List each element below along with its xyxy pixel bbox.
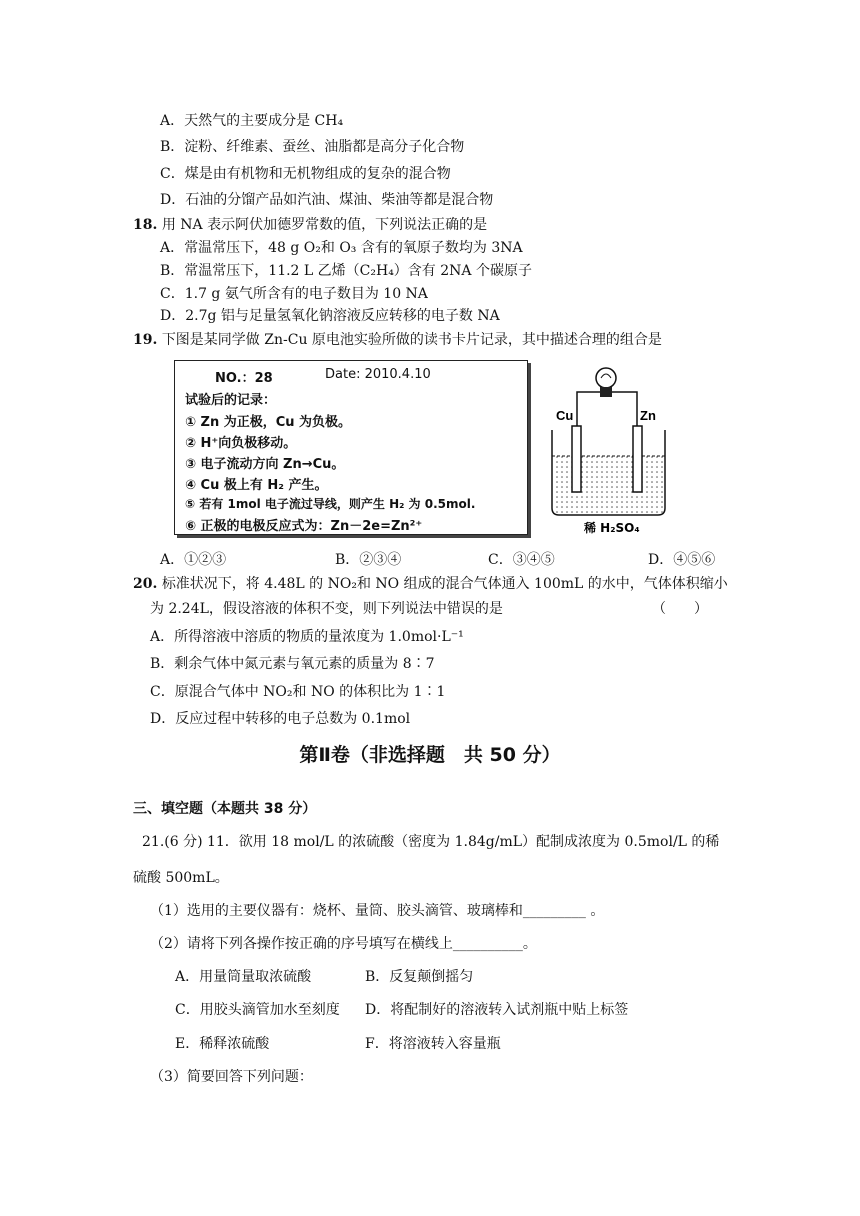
q20-option-a: A．所得溶液中溶质的物质的量浓度为 1.0mol·L⁻¹ bbox=[150, 629, 464, 645]
q17-option-d: D．石油的分馏产品如汽油、煤油、柴油等都是混合物 bbox=[160, 192, 494, 208]
cu-electrode bbox=[572, 426, 581, 492]
card-number: NO.：28 bbox=[215, 371, 273, 386]
card-item-5: ⑤ 若有 1mol 电子流过导线，则产生 H₂ 为 0.5mol. bbox=[185, 497, 476, 511]
q20-number: 20. bbox=[133, 576, 158, 592]
q18-number: 18. bbox=[133, 217, 158, 233]
q20-option-d: D．反应过程中转移的电子总数为 0.1mol bbox=[150, 711, 411, 727]
q17-option-a: A．天然气的主要成分是 CH₄ bbox=[160, 113, 344, 129]
bulb-base bbox=[600, 387, 612, 397]
card-title: 试验后的记录： bbox=[185, 393, 277, 408]
q18-option-c: C．1.7 g 氨气所含有的电子数目为 10 NA bbox=[160, 286, 428, 302]
q19-number: 19. bbox=[133, 332, 158, 348]
card-item-4: ④ Cu 极上有 H₂ 产生。 bbox=[185, 478, 328, 493]
q21-line2: 硫酸 500mL。 bbox=[133, 870, 229, 886]
q20-stem-line1 bbox=[133, 575, 728, 593]
q18-option-a: A．常温常压下，48 g O₂和 O₃ 含有的氧原子数均为 3NA bbox=[160, 240, 523, 256]
card-item-2: ② H⁺向负极移动。 bbox=[185, 436, 297, 451]
reading-card bbox=[174, 360, 528, 535]
q17-option-b: B．淀粉、纤维素、蚕丝、油脂都是高分子化合物 bbox=[160, 139, 465, 155]
q18-stem-line bbox=[133, 216, 487, 234]
section3-title: 三、填空题（本题共 38 分） bbox=[133, 801, 317, 817]
galvanic-cell-diagram bbox=[540, 360, 680, 540]
q19-option-b: B．②③④ bbox=[335, 552, 402, 568]
q20-answer-bracket: （ ） bbox=[652, 601, 708, 617]
card-item-3: ③ 电子流动方向 Zn→Cu。 bbox=[185, 457, 345, 472]
q18-option-d: D．2.7g 铝与足量氢氧化钠溶液反应转移的电子数 NA bbox=[160, 308, 500, 324]
q21-op-c: C．用胶头滴管加水至刻度 bbox=[175, 1002, 340, 1018]
q20-stem-2: 为 2.24L，假设溶液的体积不变，则下列说法中错误的是 bbox=[150, 601, 503, 617]
q17-option-c: C．煤是由有机物和无机物组成的复杂的混合物 bbox=[160, 166, 451, 182]
card-date: Date: 2010.4.10 bbox=[325, 367, 431, 382]
q18-option-b: B．常温常压下，11.2 L 乙烯（C₂H₄）含有 2NA 个碳原子 bbox=[160, 263, 532, 279]
bulb-icon bbox=[596, 368, 616, 388]
acid-solution bbox=[553, 456, 664, 514]
solution-label: 稀 H₂SO₄ bbox=[584, 521, 640, 535]
q21-op-f: F．将溶液转入容量瓶 bbox=[365, 1036, 501, 1052]
q20-option-c: C．原混合气体中 NO₂和 NO 的体积比为 1∶1 bbox=[150, 684, 446, 700]
q21-sub3: （3）简要回答下列问题： bbox=[150, 1069, 313, 1085]
q21-sub1: （1）选用的主要仪器有：烧杯、量筒、胶头滴管、玻璃棒和_________ 。 bbox=[150, 903, 605, 919]
q18-stem: 用 NA 表示阿伏加德罗常数的值，下列说法正确的是 bbox=[161, 217, 488, 233]
card-item-1: ① Zn 为正极，Cu 为负极。 bbox=[185, 415, 352, 430]
q21-op-a: A．用量筒量取浓硫酸 bbox=[175, 969, 312, 985]
q21-sub2: （2）请将下列各操作按正确的序号填写在横线上__________。 bbox=[150, 936, 537, 952]
q20-option-b: B．剩余气体中氮元素与氧元素的质量为 8∶7 bbox=[150, 656, 435, 672]
q19-option-d: D．④⑤⑥ bbox=[648, 552, 716, 568]
q20-stem-1: 标准状况下，将 4.48L 的 NO₂和 NO 组成的混合气体通入 100mL 的水中，气体体积缩小 bbox=[161, 576, 728, 592]
zn-label: Zn bbox=[640, 408, 656, 423]
q19-option-a: A．①②③ bbox=[160, 552, 227, 568]
q21-line1: 21.(6 分) 11．欲用 18 mol/L 的浓硫酸（密度为 1.84g/mL）配制成浓度为 0.5mol/L 的稀 bbox=[142, 834, 720, 850]
q19-stem: 下图是某同学做 Zn-Cu 原电池实验所做的读书卡片记录，其中描述合理的组合是 bbox=[161, 332, 662, 348]
q21-op-d: D．将配制好的溶液转入试剂瓶中贴上标签 bbox=[365, 1002, 629, 1018]
q19-stem-line bbox=[133, 331, 662, 349]
cu-label: Cu bbox=[556, 408, 574, 423]
q19-option-c: C．③④⑤ bbox=[488, 552, 555, 568]
q21-op-e: E．稀释浓硫酸 bbox=[175, 1036, 270, 1052]
card-item-6: ⑥ 正极的电极反应式为：Zn－2e=Zn²⁺ bbox=[185, 519, 423, 534]
zn-electrode bbox=[633, 426, 642, 492]
q21-op-b: B．反复颠倒摇匀 bbox=[365, 969, 474, 985]
part2-title: 第Ⅱ卷（非选择题 共 50 分） bbox=[299, 744, 561, 766]
